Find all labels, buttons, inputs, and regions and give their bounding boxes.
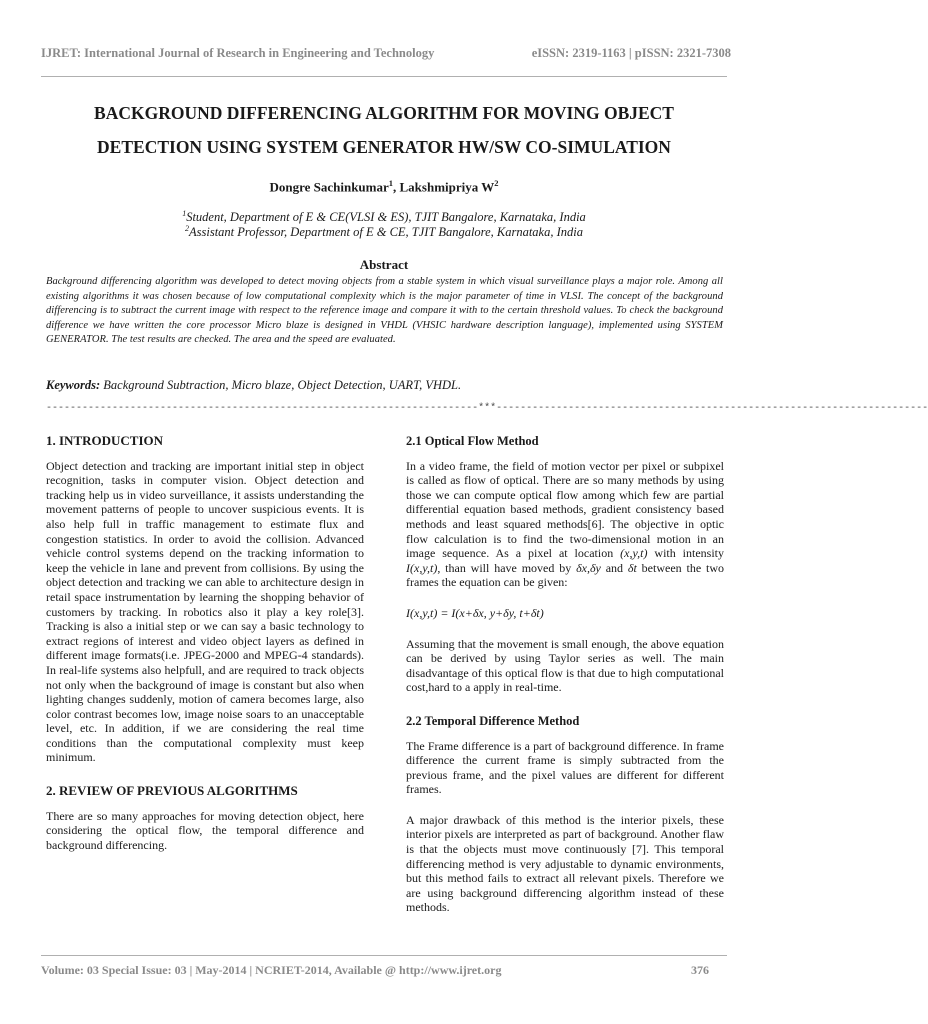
section-heading-introduction: 1. INTRODUCTION	[46, 433, 164, 448]
optical-flow-paragraph-1	[406, 459, 724, 590]
issn-numbers: eISSN: 2319-1163 | pISSN: 2321-7308	[531, 46, 731, 60]
text-run: , than will have moved by	[437, 560, 577, 575]
optical-flow-paragraph-2: Assuming that the movement is small enough, the above equation can be derived by using Taylor series as well. The main disadvantage of this optical flow is that due to high computational cost,hard to a apply in real-time.	[406, 636, 724, 695]
text-run: In a video frame, the field of motion vector per pixel or subpixel is called as flow of optical. There are so many methods by using those we can compute optical flow among which few are partial differential equation based methods, gradient consistency based methods and least squared methods[6]. The objective in optic flow calculation is to find the two-dimensional motion in an image sequence. As a pixel at location	[406, 458, 724, 561]
affiliation-1	[0, 209, 768, 225]
abstract-body: Background differencing algorithm was developed to detect moving objects from a stable system in which visual surveillance plays a major role. Among all existing algorithms it was chosen because of low computational complexity which is the major parameter of time in VLSI. The concept of the background differencing is to subtract the current image with respect to the reference image and compare it with to the certain threshold values. To check the background difference we have written the core processor Micro blaze is designed in VHDL (VHSIC hardware description language), implemented using SYSTEM GENERATOR. The test results are checked. The area and the speed are evaluated.	[46, 276, 723, 346]
subsection-heading-temporal-difference: 2.2 Temporal Difference Method	[406, 713, 580, 728]
affiliation-2	[0, 224, 768, 240]
footer-divider	[41, 955, 727, 956]
temporal-difference-paragraph-2: A major drawback of this method is the interior pixels, these interior pixels are interpreted as part of background. Another flaw is that the objects must move continuously [7]. This temporal differencing method is very adjustable to dynamic environments, but this method fails to extract all relevant pixels. Therefore we are using background differencing algorithm instead of these methods.	[406, 812, 724, 915]
running-header	[41, 44, 731, 66]
author-affiliation-mark: 1	[388, 178, 394, 188]
affiliation-text: Assistant Professor, Department of E & CE, TJIT Bangalore, Karnataka, India	[189, 225, 583, 240]
section-heading-review: 2. REVIEW OF PREVIOUS ALGORITHMS	[46, 783, 298, 799]
abstract-heading: Abstract	[359, 257, 409, 272]
review-paragraph: There are so many approaches for moving detection object, here considering the optical flow, the temporal difference and background differencing.	[46, 808, 364, 852]
keywords-text: Background Subtraction, Micro blaze, Object Detection, UART, VHDL.	[100, 378, 462, 392]
affiliation-text: Student, Department of E & CE(VLSI & ES), TJIT Bangalore, Karnataka, India	[186, 210, 586, 225]
title-line-1: BACKGROUND DIFFERENCING ALGORITHM FOR MOVING OBJECT	[94, 103, 674, 123]
keywords-label: Keywords:	[46, 378, 101, 392]
temporal-difference-paragraph-1: The Frame difference is a part of background difference. In frame difference the current frame is simply subtracted from the previous frame, and the pixel values are different for different frames.	[406, 738, 724, 797]
affiliation-mark: 2	[185, 224, 189, 233]
author-affiliation-mark: 2	[494, 178, 499, 188]
author-separator: ,	[393, 179, 400, 195]
math-location: (x,y,t)	[620, 546, 648, 561]
optical-flow-equation: I(x,y,t) = I(x+δx, y+δy, t+δt)	[406, 605, 544, 620]
text-run: with intensity	[647, 546, 724, 561]
text-run: between the two frames the equation can be given:	[406, 560, 725, 590]
header-divider	[41, 76, 727, 77]
left-column	[46, 434, 364, 852]
text-run: and	[600, 560, 628, 575]
affiliation-mark: 1	[182, 209, 187, 218]
footer-volume-info: Volume: 03 Special Issue: 03 | May-2014 | NCRIET-2014, Available @ http://www.ijret.org	[41, 963, 502, 977]
author-name: Lakshmipriya W	[399, 179, 495, 195]
math-intensity: I(x,y,t)	[406, 560, 438, 575]
introduction-paragraph: Object detection and tracking are important initial step in object recognition, tasks in computer vision. Object detection and tracking help us in video surveillance, it assists understanding the movement patterns of people to uncover suspicious events. It is also help full in traffic management to estimate flux and congestion statistics. In order to avoid the collision. Advanced vehicle control systems depend on the tracking information to keep the vehicle in lane and prevent from collisions. By using the object detection and tracking we can able to architecture design in retail space instrumentation by learning the shopping behavior of customers by tracking. In robotics also it play a key role[3]. Tracking is also a initial step or we can say a basic technology to extract regions of interest and video object layers as defined in different image formats(i.e. JPEG-2000 and MPEG-4 standards). In real-life systems also helpfull, and are required to track objects not only when the background of image is constant but also when lighting changes suddenly, motion of camera becomes large, also color contrast becomes low, image noise soars to an unacceptable level, etc. In addition, if we are considering the real time conditions than the computational complexity must keep minimum.	[46, 458, 364, 765]
title-line-2: DETECTION USING SYSTEM GENERATOR HW/SW CO-SIMULATION	[97, 137, 671, 157]
right-column	[406, 434, 724, 915]
section-separator: ------------------------------------------------------------------------***------------------------------------------------------------------------	[46, 403, 928, 414]
page-number: 376	[691, 963, 709, 977]
author-name: Dongre Sachinkumar	[269, 179, 389, 195]
keywords	[46, 378, 726, 393]
math-time-step: δt	[627, 560, 637, 575]
author-list	[0, 178, 768, 195]
subsection-heading-optical-flow: 2.1 Optical Flow Method	[406, 434, 539, 448]
math-displacement: δx,δy	[576, 560, 601, 575]
journal-name: IJRET: International Journal of Research in Engineering and Technology	[41, 46, 435, 60]
paper-title	[20, 96, 748, 164]
